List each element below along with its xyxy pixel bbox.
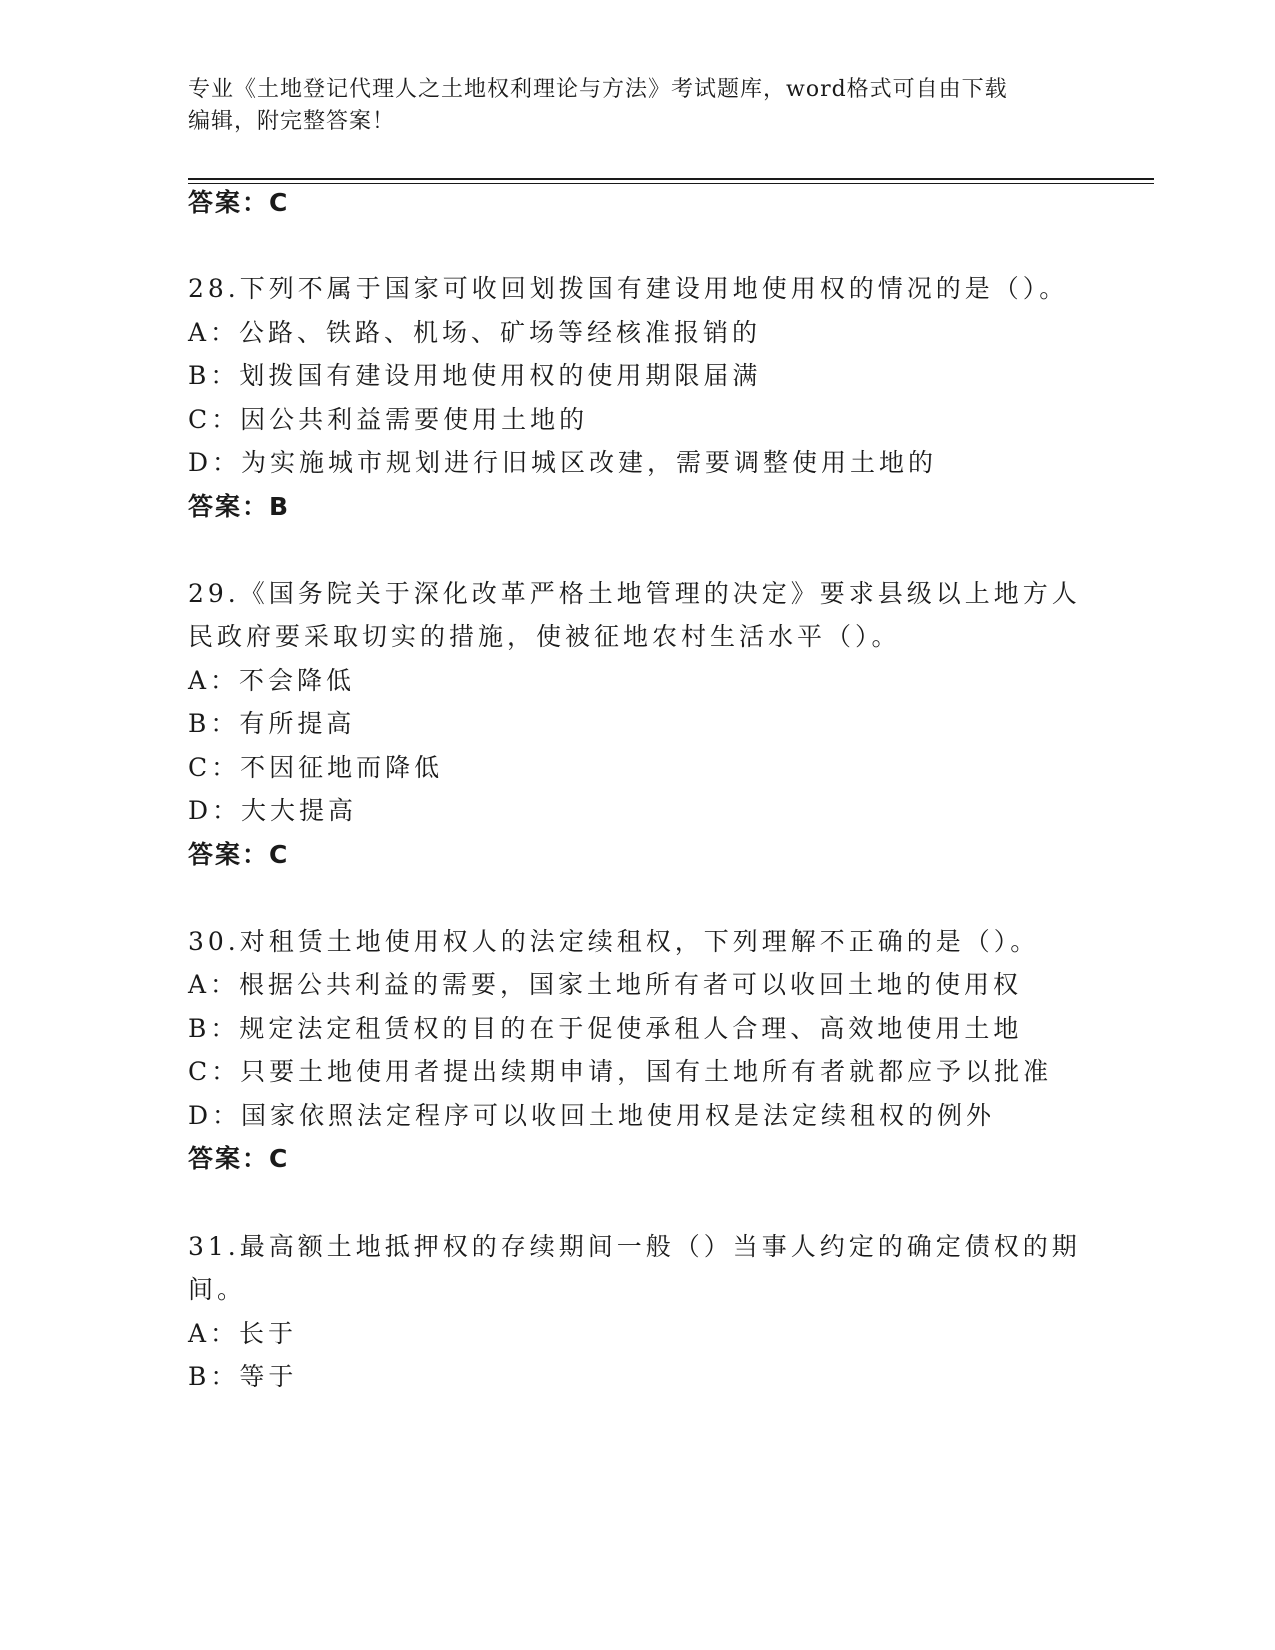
document-header — [188, 74, 1068, 138]
option-b: B：等于 — [188, 1362, 298, 1391]
question-stem: 28.下列不属于国家可收回划拨国有建设用地使用权的情况的是（）。 — [188, 274, 1069, 303]
previous-answer: 答案：C — [188, 188, 290, 217]
option-d: D：国家依照法定程序可以收回土地使用权是法定续租权的例外 — [188, 1101, 996, 1130]
option-a: A：长于 — [188, 1319, 298, 1348]
question-stem-line-2: 民政府要采取切实的措施，使被征地农村生活水平（）。 — [188, 622, 901, 651]
option-d: D：为实施城市规划进行旧城区改建，需要调整使用土地的 — [188, 448, 938, 477]
answer: 答案：B — [188, 492, 291, 521]
option-c: C：不因征地而降低 — [188, 753, 444, 782]
option-a: A：根据公共利益的需要，国家土地所有者可以收回土地的使用权 — [188, 970, 1023, 999]
option-c: C：只要土地使用者提出续期申请，国有土地所有者就都应予以批准 — [188, 1057, 1053, 1086]
option-a: A：公路、铁路、机场、矿场等经核准报销的 — [188, 318, 762, 347]
header-line-1: 专业《土地登记代理人之土地权利理论与方法》考试题库，word格式可自由下载 — [188, 77, 1008, 102]
option-b: B：划拨国有建设用地使用权的使用期限届满 — [188, 361, 762, 390]
question-stem: 30.对租赁土地使用权人的法定续租权，下列理解不正确的是（）。 — [188, 927, 1040, 956]
option-a: A：不会降低 — [188, 666, 356, 695]
option-c: C：因公共利益需要使用土地的 — [188, 405, 589, 434]
header-divider-thin — [188, 183, 1154, 184]
question-stem-line-1: 29.《国务院关于深化改革严格土地管理的决定》要求县级以上地方人 — [188, 579, 1081, 608]
answer: 答案：C — [188, 840, 290, 869]
question-stem-line-1: 31.最高额土地抵押权的存续期间一般（）当事人约定的确定债权的期 — [188, 1232, 1081, 1261]
option-d: D：大大提高 — [188, 796, 358, 825]
question-stem-line-2: 间。 — [188, 1275, 247, 1304]
answer: 答案：C — [188, 1144, 290, 1173]
option-b: B：规定法定租赁权的目的在于促使承租人合理、高效地使用土地 — [188, 1014, 1023, 1043]
header-line-2: 编辑，附完整答案！ — [188, 109, 396, 134]
header-divider-thick — [188, 178, 1154, 180]
option-b: B：有所提高 — [188, 709, 356, 738]
